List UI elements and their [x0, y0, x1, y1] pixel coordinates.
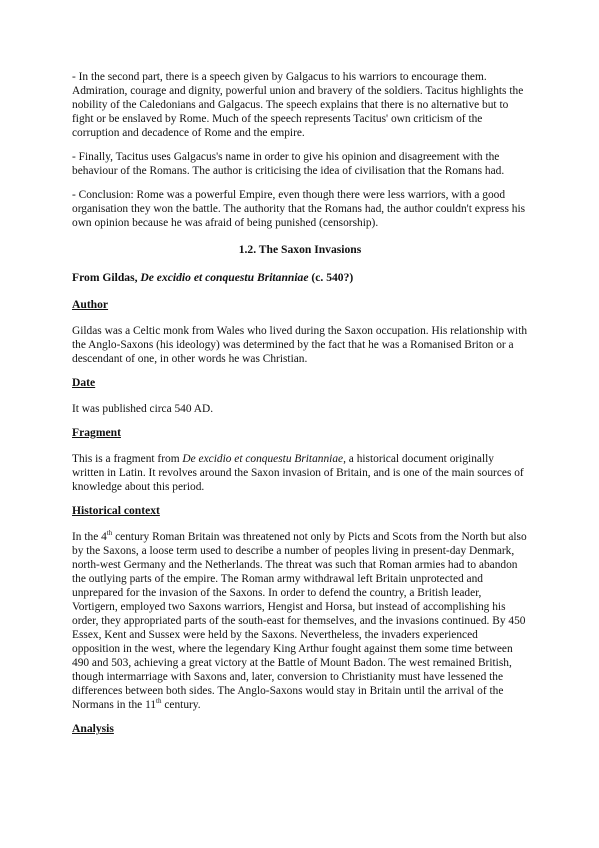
section-title: 1.2. The Saxon Invasions: [238, 243, 362, 256]
paragraph-tacitus-opinion: - Finally, Tacitus uses Galgacus's name in order to give his opinion and disagreement with the behaviour of the Romans. The author is criticising the idea of civilisation that the Romans had.: [72, 151, 505, 177]
document-page: [72, 70, 528, 748]
source-prefix: From Gildas,: [72, 271, 141, 284]
historical-context-heading: Historical context: [72, 504, 160, 517]
date-text: It was published circa 540 AD.: [72, 403, 214, 415]
fragment-text-start: This is a fragment from: [72, 453, 183, 465]
source-suffix: (c. 540?): [308, 271, 354, 284]
source-work: De excidio et conquestu Britanniae: [140, 271, 309, 284]
author-heading: Author: [72, 298, 109, 311]
ordinal-superscript: th: [156, 697, 162, 706]
fragment-work-title: De excidio et conquestu Britanniae: [182, 453, 344, 465]
source-line: [72, 271, 528, 285]
fragment-text-end: , a historical document originally written in Latin. It revolves around the Saxon invasion of Britain, and is one of the main sources of knowledge about this period.: [72, 453, 524, 493]
context-text-part-1: In the 4: [72, 531, 107, 543]
historical-context-text: [72, 530, 528, 712]
author-text: Gildas was a Celtic monk from Wales who lived during the Saxon occupation. His relationship with the Anglo-Saxons (his ideology) was determined by the fact that he was a Romanised Briton or a descendant of one, in other words he was Christian.: [72, 325, 528, 365]
fragment-text: [72, 452, 528, 494]
date-heading: Date: [72, 376, 96, 389]
context-text-part-2: century Roman Britain was threatened not only by Picts and Scots from the North but also by the Saxons, a loose term used to describe a number of peoples living in present-day Denmark, north-west Germany and the Netherlands. The threat was such that Roman armies had to abandon the outlying parts of the empire. The Roman army withdrawal left Britain unprotected and unprepared for the invasion of the Saxons. In order to defend the country, a British leader, Vortigern, employed two Saxons warriors, Hengist and Horsa, but instead of accomplishing his order, they appropriated parts of the south-east for themselves, and the invasions continued. By 450 Essex, Kent and Sussex were held by the Saxons. Nevertheless, the invaders experienced opposition in the west, where the legendary King Arthur fought against them some time between 490 and 503, achieving a great victory at the Battle of Mount Badon. The west remained British, though intermarriage with Saxons and, later, conversion to Christianity must have lessened the differences between both sides. The Anglo-Saxons would stay in Britain until the arrival of the Normans in the 11: [72, 531, 527, 711]
ordinal-superscript: th: [106, 529, 113, 538]
analysis-heading: Analysis: [72, 722, 114, 735]
fragment-heading: Fragment: [72, 426, 121, 439]
paragraph-galgacus-speech: - In the second part, there is a speech given by Galgacus to his warriors to encourage them. Admiration, courage and dignity, powerful union and bravery of the soldiers. Tacitus highlights the nobility of the Caledonians and Galgacus. The speech explains that there is no alternative but to fight or be enslaved by Rome. Much of the speech represents Tacitus' own criticism of the corruption and decadence of Rome and the empire.: [72, 71, 524, 139]
paragraph-conclusion: - Conclusion: Rome was a powerful Empire, even though there were less warriors, with a good organisation they won the battle. The authority that the Romans had, the author couldn't express his own opinion because he was afraid of being punished (censorship).: [72, 189, 526, 229]
context-text-part-3: century.: [161, 699, 201, 711]
